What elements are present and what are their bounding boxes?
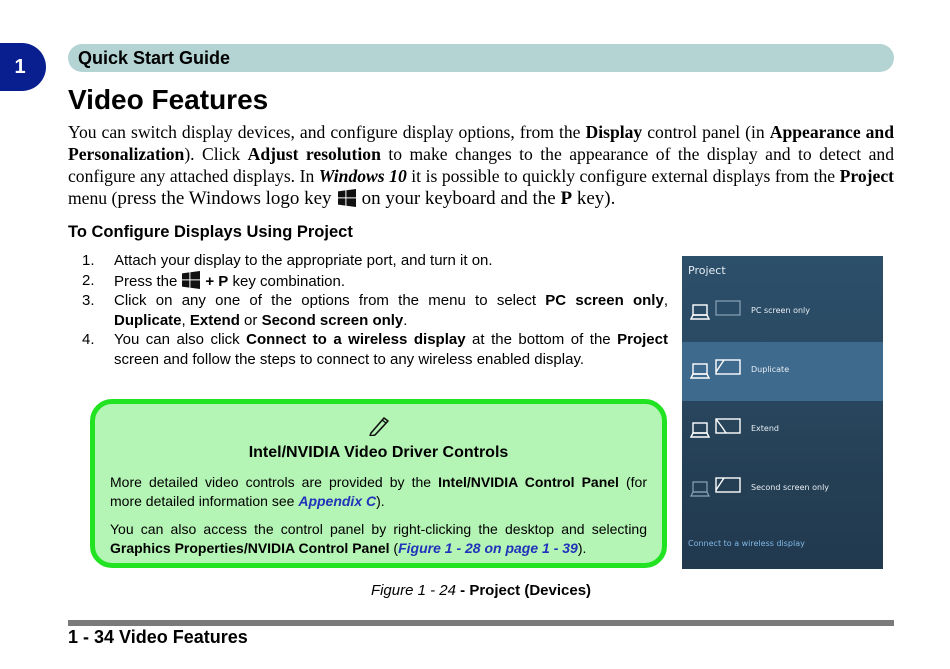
steps-list (82, 251, 668, 369)
project-panel-title: Project (688, 264, 726, 277)
windows-logo-icon (181, 271, 201, 289)
option-label: Extend (751, 424, 779, 433)
intro-paragraph: You can switch display devices, and configure display options, from the Display control panel (in Appearance and Personalization). Click Adjust resolution to make changes to the appearance of the display and to detect and configure any attached displays. In Windows 10 it is possible to quickly configure external displays from the Project menu (press the Windows logo key on your keyboard and the P key). (68, 122, 895, 209)
driver-controls-note (90, 399, 667, 568)
footer-rule (68, 620, 894, 626)
duplicate-icon (690, 358, 746, 384)
pencil-icon (367, 414, 391, 436)
page-title: Video Features (68, 84, 269, 115)
running-header: Quick Start Guide (68, 44, 894, 72)
appendix-c-link[interactable]: Appendix C (298, 493, 377, 509)
windows-logo-icon (338, 189, 356, 207)
connect-wireless-display-link[interactable]: Connect to a wireless display (688, 539, 805, 548)
note-paragraph: More detailed video controls are provided by the Intel/NVIDIA Control Panel (for more detailed information see Appendix C). (110, 474, 647, 509)
project-menu-screenshot (682, 256, 883, 569)
section-heading: To Configure Displays Using Project (68, 223, 353, 241)
page-footer: 1 - 34 Video Features (68, 627, 248, 647)
option-second-screen-only[interactable] (682, 460, 883, 519)
note-title: Intel/NVIDIA Video Driver Controls (248, 444, 509, 461)
option-label: Duplicate (751, 365, 790, 374)
option-label: PC screen only (751, 306, 811, 315)
second-screen-only-icon (690, 476, 746, 502)
note-paragraph: You can also access the control panel by right-clicking the desktop and selecting Graphics Properties/NVIDIA Control Panel (Figure 1 - 28 on page 1 - 39). (110, 521, 647, 556)
option-duplicate[interactable] (682, 342, 883, 401)
option-pc-screen-only[interactable] (682, 283, 883, 342)
figure-caption: Figure 1 - 24 - Project (Devices) (370, 582, 592, 599)
figure-reference-link[interactable]: Figure 1 - 28 on page 1 - 39 (398, 540, 578, 556)
list-item: 4. You can also click Connect to a wireless display at the bottom of the Project screen and follow the steps to connect to any wireless enabled display. (82, 331, 668, 368)
pc-screen-only-icon (690, 299, 746, 325)
list-item: 3. Click on any one of the options from the menu to select PC screen only, Duplicate, Extend or Second screen only. (82, 292, 668, 329)
chapter-tab: 1 (0, 43, 46, 91)
list-item: 2. Press the + P key combination. (82, 271, 346, 290)
option-extend[interactable] (682, 401, 883, 460)
extend-icon (690, 417, 746, 443)
list-item: 1. Attach your display to the appropriate port, and turn it on. (82, 252, 493, 269)
option-label: Second screen only (751, 483, 830, 492)
